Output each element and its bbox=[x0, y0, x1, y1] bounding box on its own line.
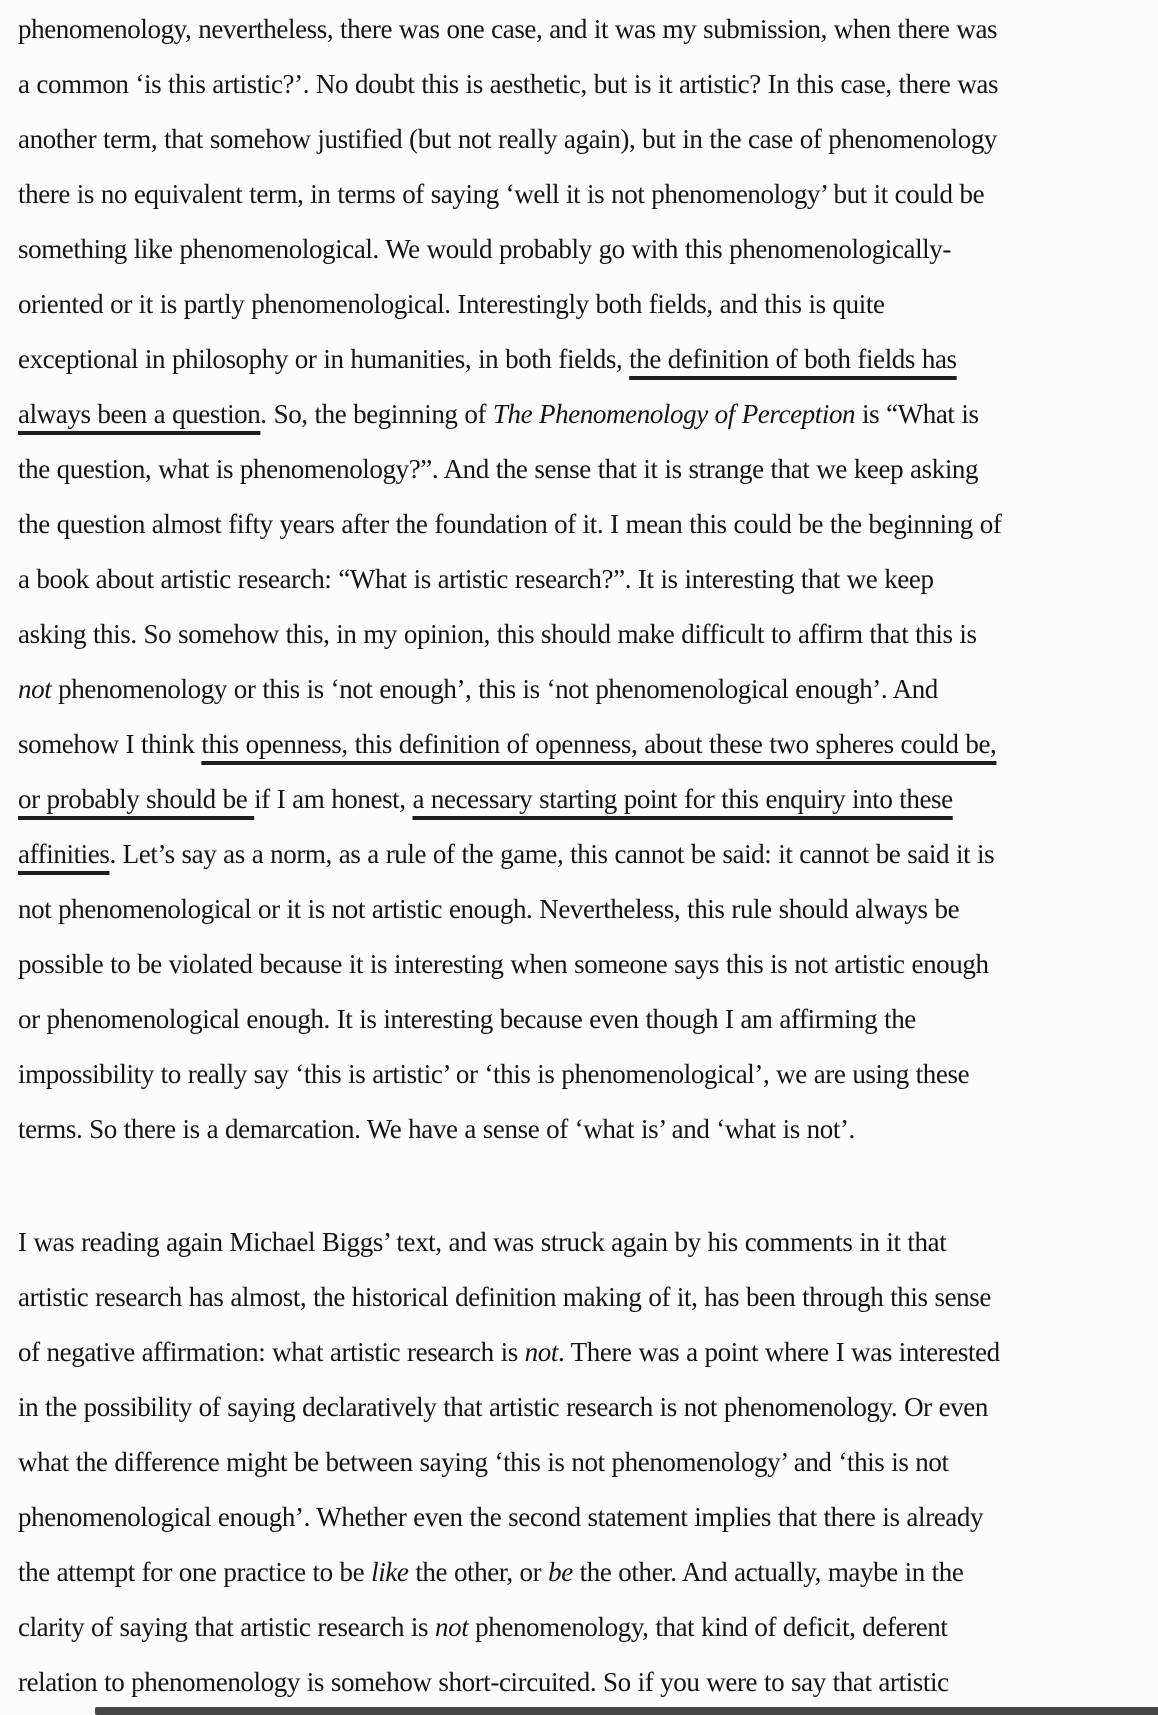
underlined-text: always been a question bbox=[18, 399, 261, 429]
text-line bbox=[18, 882, 1146, 937]
text-line bbox=[18, 1270, 1146, 1325]
underlined-text: the definition of both fields has bbox=[629, 344, 957, 374]
text-segment: possible to be violated because it is interesting when someone says this is not artistic enough bbox=[18, 949, 989, 979]
italic-text: like bbox=[371, 1557, 409, 1587]
text-line bbox=[18, 222, 1146, 277]
text-segment: terms. So there is a demarcation. We have a sense of ‘what is’ and ‘what is not’. bbox=[18, 1114, 855, 1144]
text-segment: something like phenomenological. We would probably go with this phenomenologically- bbox=[18, 234, 951, 264]
text-line bbox=[18, 112, 1146, 167]
text-segment: the question almost fifty years after the foundation of it. I mean this could be the beginning of bbox=[18, 509, 1002, 539]
text-segment: oriented or it is partly phenomenological. Interestingly both fields, and this is quite bbox=[18, 289, 885, 319]
text-line bbox=[18, 332, 1146, 387]
italic-text: not bbox=[524, 1337, 558, 1367]
text-line bbox=[18, 1325, 1146, 1380]
underlined-text: a necessary starting point for this enquiry into these bbox=[412, 784, 953, 814]
text-segment: a book about artistic research: “What is artistic research?”. It is interesting that we keep bbox=[18, 564, 934, 594]
text-segment: the attempt for one practice to be bbox=[18, 1557, 372, 1587]
text-line bbox=[18, 772, 1146, 827]
text-segment: the other. And actually, maybe in the bbox=[572, 1557, 964, 1587]
text-segment: or phenomenological enough. It is interesting because even though I am affirming the bbox=[18, 1004, 916, 1034]
text-line bbox=[18, 1215, 1146, 1270]
text-segment: . Let’s say as a norm, as a rule of the game, this cannot be said: it cannot be said it is bbox=[109, 839, 995, 869]
text-segment: if I am honest, bbox=[254, 784, 413, 814]
text-segment: phenomenology, that kind of deficit, deferent bbox=[468, 1612, 948, 1642]
text-segment: there is no equivalent term, in terms of saying ‘well it is not phenomenology’ but it could be bbox=[18, 179, 985, 209]
italic-text: not bbox=[435, 1612, 469, 1642]
text-line bbox=[18, 1102, 1146, 1157]
text-segment: I was reading again Michael Biggs’ text, and was struck again by his comments in it that bbox=[18, 1227, 947, 1257]
underlined-text: or probably should be bbox=[18, 784, 255, 814]
text-segment: impossibility to really say ‘this is artistic’ or ‘this is phenomenological’, we are using these bbox=[18, 1059, 970, 1089]
text-segment: phenomenology, nevertheless, there was one case, and it was my submission, when there was bbox=[18, 14, 998, 44]
text-line bbox=[18, 1600, 1146, 1655]
text-line bbox=[18, 497, 1146, 552]
underlined-text: affinities bbox=[18, 839, 110, 869]
text-line bbox=[18, 1047, 1146, 1102]
text-line bbox=[18, 607, 1146, 662]
text-segment: what the difference might be between saying ‘this is not phenomenology’ and ‘this is not bbox=[18, 1447, 949, 1477]
text-segment: the question, what is phenomenology?”. And the sense that it is strange that we keep asking bbox=[18, 454, 979, 484]
text-segment: somehow I think bbox=[18, 729, 202, 759]
text-segment: in the possibility of saying declaratively that artistic research is not phenomenology. Or even bbox=[18, 1392, 988, 1422]
text-segment: not phenomenological or it is not artistic enough. Nevertheless, this rule should always be bbox=[18, 894, 960, 924]
text-line bbox=[18, 167, 1146, 222]
text-segment: of negative affirmation: what artistic research is bbox=[18, 1337, 525, 1367]
text-line bbox=[18, 827, 1146, 882]
text-segment: the other, or bbox=[408, 1557, 549, 1587]
text-line bbox=[18, 277, 1146, 332]
text-line bbox=[18, 1545, 1146, 1600]
text-segment: clarity of saying that artistic research is bbox=[18, 1612, 435, 1642]
text-line bbox=[18, 992, 1146, 1047]
text-line bbox=[18, 2, 1146, 57]
scan-edge-artifact bbox=[95, 1707, 1158, 1715]
text-line bbox=[18, 662, 1146, 717]
text-line bbox=[18, 1490, 1146, 1545]
paragraph bbox=[18, 1215, 1146, 1710]
text-line bbox=[18, 717, 1146, 772]
italic-text: The Phenomenology of Perception bbox=[492, 399, 856, 429]
italic-text: be bbox=[548, 1557, 573, 1587]
text-line bbox=[18, 387, 1146, 442]
text-line bbox=[18, 937, 1146, 992]
text-line bbox=[18, 1655, 1146, 1710]
text-segment: a common ‘is this artistic?’. No doubt this is aesthetic, but is it artistic? In this case, there was bbox=[18, 69, 999, 99]
text-line bbox=[18, 1380, 1146, 1435]
underlined-text: this openness, this definition of openness, about these two spheres could be, bbox=[201, 729, 997, 759]
text-line bbox=[18, 552, 1146, 607]
text-line bbox=[18, 1435, 1146, 1490]
text-segment: exceptional in philosophy or in humanities, in both fields, bbox=[18, 344, 630, 374]
text-segment: . So, the beginning of bbox=[260, 399, 493, 429]
text-segment: . There was a point where I was interested bbox=[557, 1337, 1000, 1367]
text-line bbox=[18, 442, 1146, 497]
text-line bbox=[18, 57, 1146, 112]
text-segment: phenomenology or this is ‘not enough’, this is ‘not phenomenological enough’. And bbox=[51, 674, 938, 704]
text-segment: phenomenological enough’. Whether even the second statement implies that there is already bbox=[18, 1502, 984, 1532]
page-text bbox=[18, 2, 1146, 1710]
text-segment: relation to phenomenology is somehow short-circuited. So if you were to say that artistic bbox=[18, 1667, 949, 1697]
italic-text: not bbox=[18, 674, 52, 704]
text-segment: artistic research has almost, the historical definition making of it, has been through this sense bbox=[18, 1282, 991, 1312]
text-segment: is “What is bbox=[855, 399, 979, 429]
paragraph bbox=[18, 2, 1146, 1157]
text-segment: another term, that somehow justified (but not really again), but in the case of phenomenology bbox=[18, 124, 998, 154]
text-segment: asking this. So somehow this, in my opinion, this should make difficult to affirm that this is bbox=[18, 619, 977, 649]
